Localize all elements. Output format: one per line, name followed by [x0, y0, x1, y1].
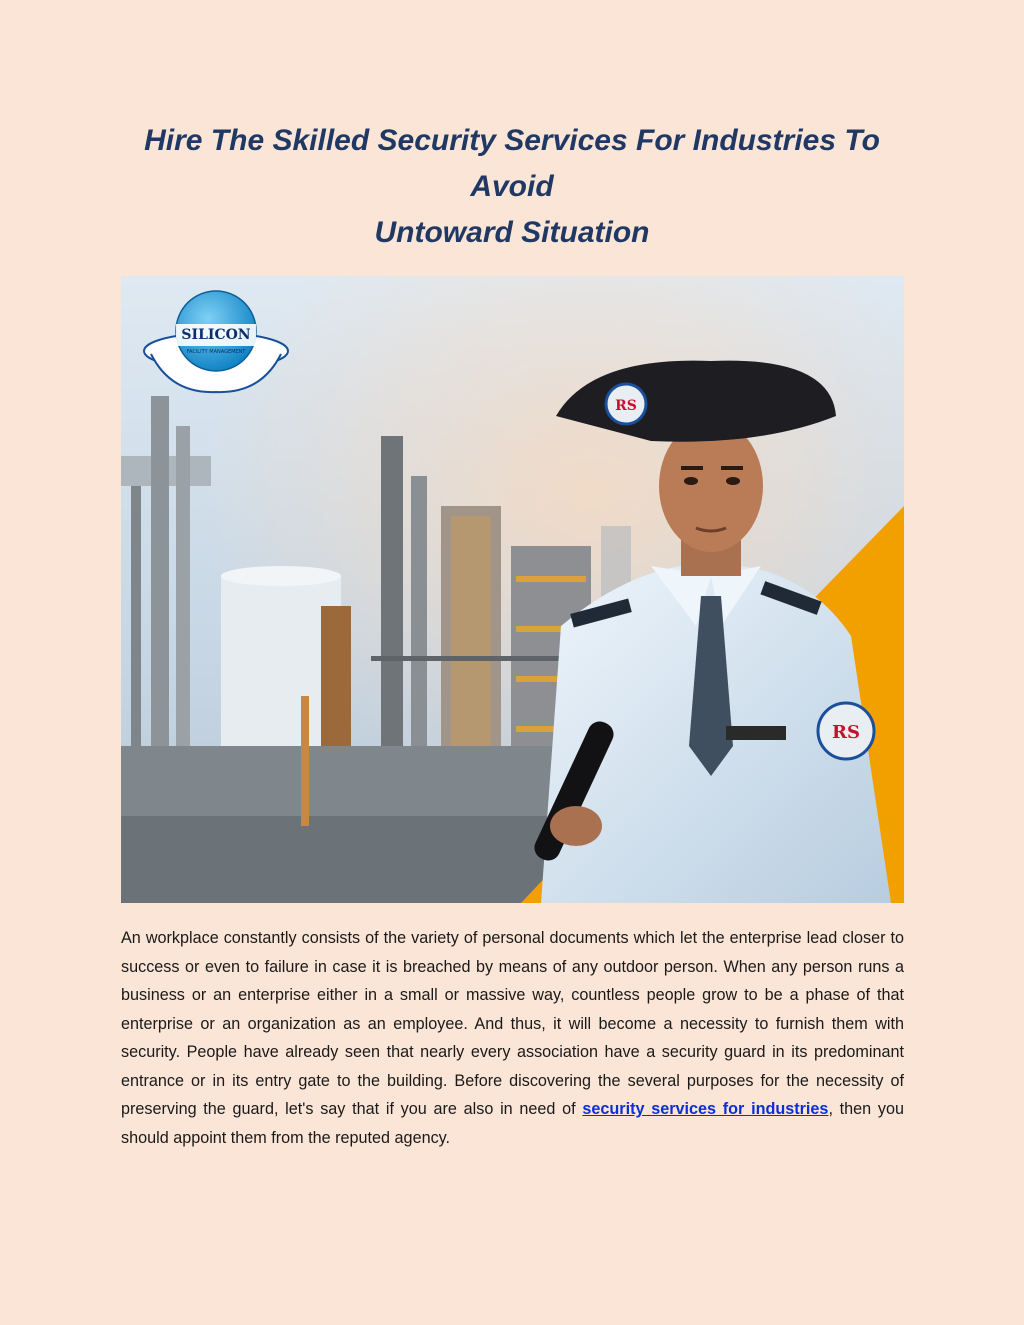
paragraph-text-after-link: , then you should appoint them from the reputed agency.: [121, 1100, 905, 1147]
hero-image: [121, 276, 904, 903]
title-line-2: Untoward Situation: [374, 216, 650, 249]
body-paragraph: [121, 924, 904, 1152]
shoulder-badge-text: RS: [832, 722, 860, 743]
logo-tagline: FACILITY MANAGEMENT: [186, 349, 246, 355]
page-title: [100, 118, 924, 256]
security-services-link[interactable]: security services for industries: [582, 1100, 829, 1118]
hero-illustration: [121, 276, 904, 903]
cap-badge-text: RS: [615, 398, 637, 414]
paragraph-text-before-link: An workplace constantly consists of the variety of personal documents which let the enterprise lead closer to success or even to failure in case it is breached by means of any outdoor person. When any person runs a business or an enterprise either in a small or massive way, countless people grow to be a phase of that enterprise or an organization as an employee. And thus, it will become a necessity to furnish them with security. People have already seen that nearly every association have a security guard in its predominant entrance or in its entry gate to the building. Before discovering the several purposes for the necessity of preserving the guard, let's say that if you are also in need of: [121, 929, 904, 1118]
logo-name: SILICON: [181, 327, 251, 343]
title-line-1: Hire The Skilled Security Services For Industries To Avoid: [144, 124, 880, 203]
